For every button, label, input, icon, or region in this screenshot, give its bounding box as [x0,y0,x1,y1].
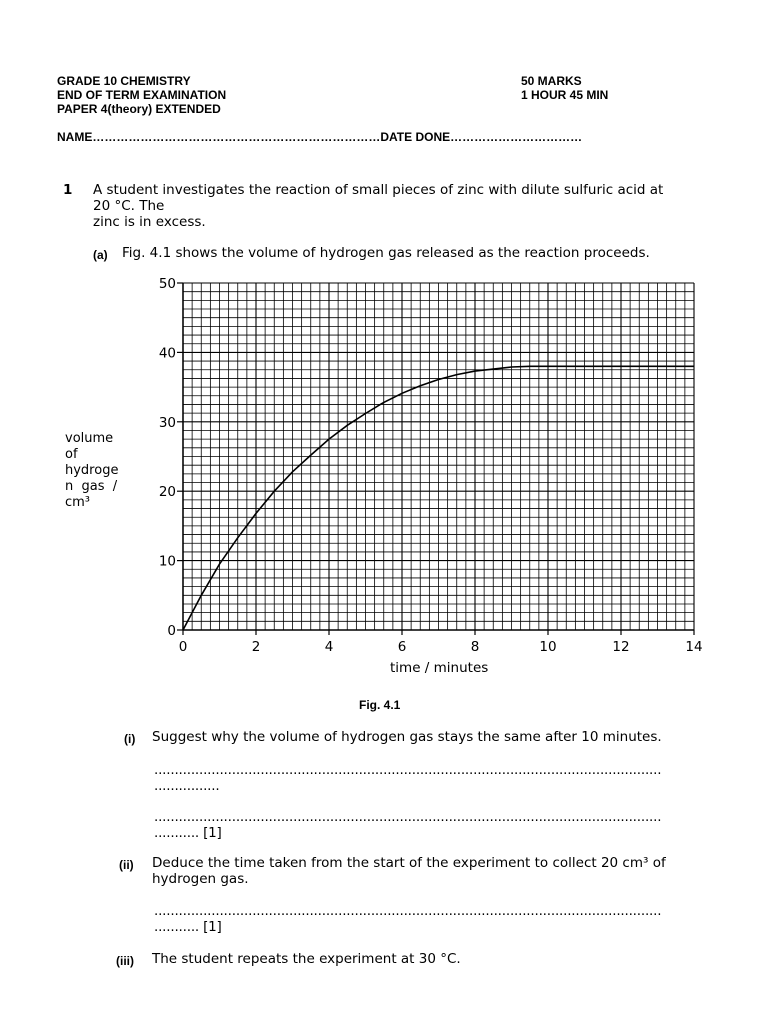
sub-ii-text [152,855,712,887]
answer-line-i-2-cont[interactable]: ........... [1] [154,825,222,841]
y-tick-label: 10 [158,553,176,570]
x-tick-label: 8 [470,639,480,655]
name-date-line: NAME………………………………………………………………DATE DONE…………………………… [57,130,583,144]
y-label-line-1: volume [65,431,114,446]
answer-line-i-1-cont[interactable]: ................ [154,778,220,794]
part-a-label: (a) [93,248,108,262]
x-axis-label: time / minutes [390,660,489,676]
sub-iii-label: (iii) [116,954,134,968]
answer-line-i-2[interactable]: ............................................................................................................................ [154,809,662,825]
sub-iii-text: The student repeats the experiment at 30 °C. [152,951,461,967]
sub-i-text: Suggest why the volume of hydrogen gas stays the same after 10 minutes. [152,729,662,745]
answer-line-i-1[interactable]: ............................................................................................................................ [154,762,662,778]
sub-i-label: (i) [124,732,136,746]
intro-line-1: A student investigates the reaction of small pieces of zinc with dilute sulfuric acid at [93,182,664,198]
question-number: 1 [63,182,73,198]
x-tick-label: 0 [178,639,188,655]
chart-grid [183,283,694,630]
x-tick-label: 6 [397,639,407,655]
y-label-line-5: cm³ [65,495,91,510]
x-tick-label: 4 [324,639,334,655]
intro-line-2: 20 °C. The [93,198,165,214]
y-tick-label: 20 [158,484,176,501]
y-label-line-2: of [65,447,78,462]
paper-title: PAPER 4(theory) EXTENDED [57,102,221,116]
part-a-text: Fig. 4.1 shows the volume of hydrogen gas released as the reaction proceeds. [122,245,650,261]
x-tick-label: 12 [612,639,630,655]
sub-ii-label: (ii) [119,858,134,872]
intro-line-3: zinc is in excess. [93,214,206,230]
exam-duration: 1 HOUR 45 MIN [521,88,609,102]
x-tick-label: 2 [251,639,261,655]
total-marks: 50 MARKS [521,74,582,88]
y-label-line-3: hydroge [65,463,119,478]
answer-line-ii-1-cont[interactable]: ........... [1] [154,919,222,935]
sub-ii-text-line-1: Deduce the time taken from the start of the experiment to collect 20 cm³ of [152,855,666,871]
y-tick-label: 0 [167,623,176,639]
x-tick-label: 10 [539,639,557,655]
exam-type: END OF TERM EXAMINATION [57,88,227,102]
course-title: GRADE 10 CHEMISTRY [57,74,191,88]
y-tick-label: 30 [158,414,176,431]
answer-line-ii-1[interactable]: ............................................................................................................................ [154,903,662,919]
y-tick-label: 40 [158,345,176,362]
sub-ii-text-line-2: hydrogen gas. [152,871,249,887]
y-label-line-4: n gas / [65,479,118,494]
x-tick-label: 14 [685,639,703,655]
figure-caption: Fig. 4.1 [359,698,401,712]
y-tick-label: 50 [158,276,176,292]
